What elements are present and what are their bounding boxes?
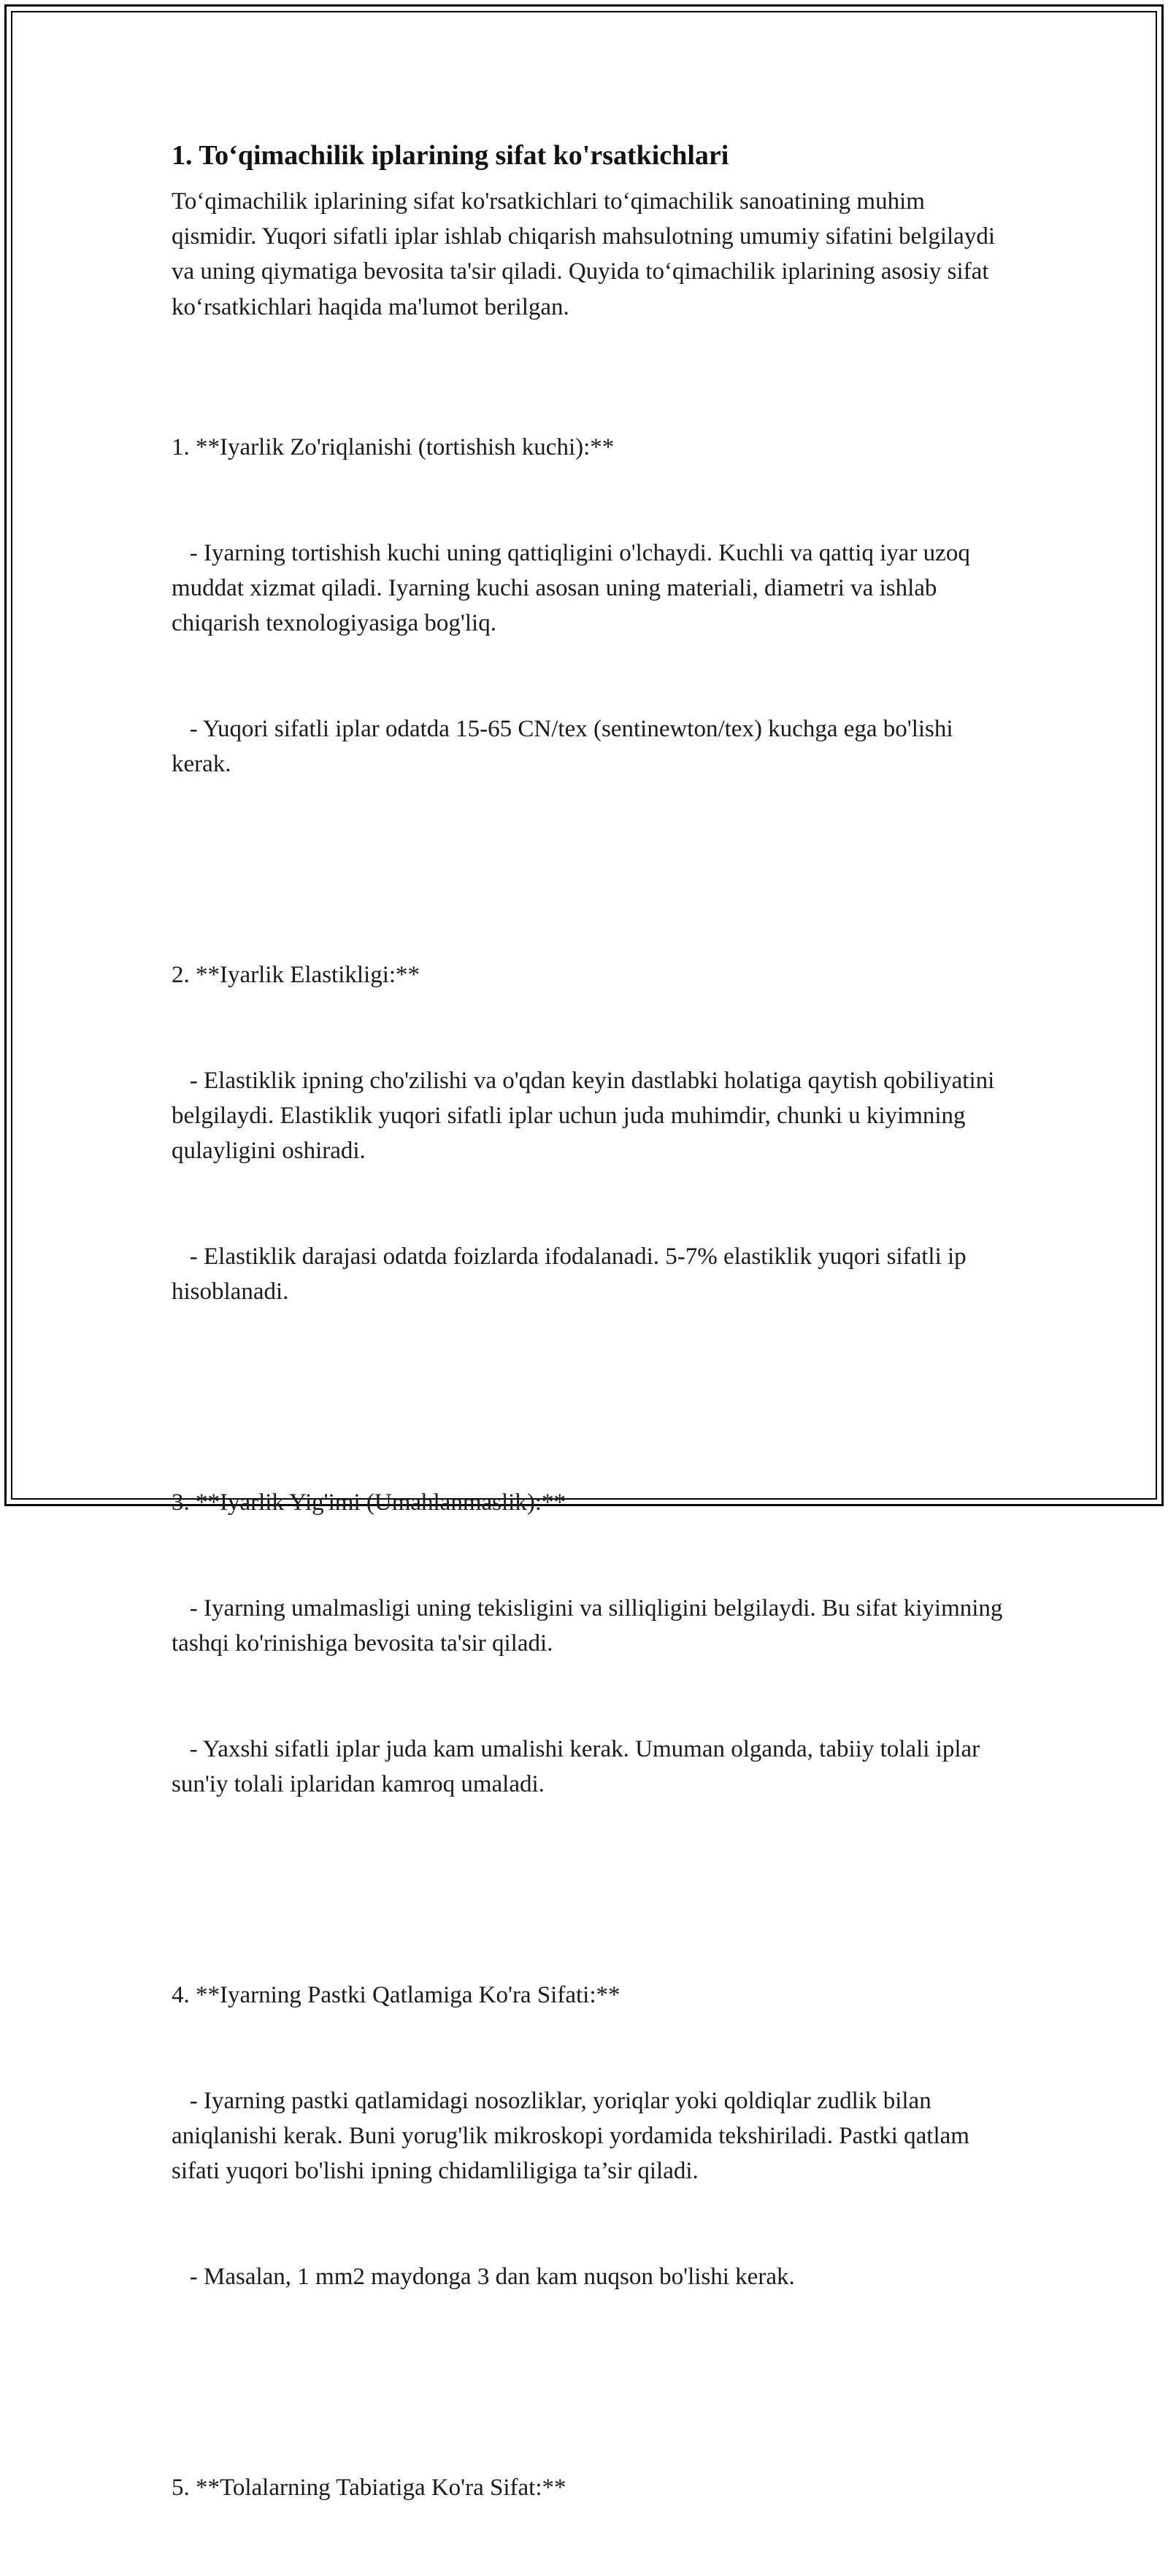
intro-paragraph: To‘qimachilik iplarining sifat ko'rsatkichlari to‘qimachilik sanoatining muhim qismidir. Yuqori sifatli iplar ishlab chiqarish mahsulotning umumiy sifatini belgilaydi va uning qiymatiga bevosita ta'sir qiladi. Quyida to‘qimachilik iplarining asosiy sifat ko‘rsatkichlari haqida ma'lumot berilgan. <box>172 188 1002 320</box>
section-bullet: - Iyarning pastki qatlamidagi nosozliklar, yoriqlar yoki qoldiqlar zudlik bilan aniqlanishi kerak. Buni yorug'lik mikroskopi yordamida tekshiriladi. Pastki qatlam sifati yuqori bo'lishi ipning chidamliligiga ta’sir qiladi. <box>172 2087 976 2185</box>
section-heading: 1. **Iyarlik Zo'riqlanishi (tortishish kuchi):** <box>172 434 615 461</box>
section-bullet: - Elastiklik darajasi odatda foizlarda ifodalanadi. 5-7% elastiklik yuqori sifatli ip hisoblanadi. <box>172 1243 972 1306</box>
section-heading: 2. **Iyarlik Elastikligi:** <box>172 962 420 989</box>
spacer <box>172 1380 1004 1415</box>
section-bullet: - Yuqori sifatli iplar odatda 15-65 CN/tex (sentinewton/tex) kuchga ega bo'lishi kerak. <box>172 716 959 778</box>
section-bullet: - Iyarning tortishish kuchi uning qattiqligini o'lchaydi. Kuchli va qattiq iyar uzoq muddat xizmat qiladi. Iyarning kuchi asosan uning materiali, diametri va ishlab chiqarish texnologiyasiga bog'liq. <box>172 540 977 637</box>
section-heading: 4. **Iyarning Pastki Qatlamiga Ko'ra Sifati:** <box>172 1982 620 2009</box>
section-1 <box>172 360 1004 852</box>
document-title: 1. To‘qimachilik iplarining sifat ko'rsatkichlari <box>172 140 729 171</box>
section-bullet: - Masalan, 1 mm2 maydonga 3 dan kam nuqson bo'lishi kerak. <box>172 2263 795 2290</box>
section-3 <box>172 1415 1009 1873</box>
spacer <box>172 325 1004 360</box>
section-2 <box>172 887 1004 1380</box>
spacer <box>172 2365 1004 2400</box>
section-4 <box>172 1908 1004 2365</box>
section-bullet: - Iyarning umalmasligi uning tekisligini va silliqligini belgilaydi. Bu sifat kiyimning tashqi ko'rinishiga bevosita ta'sir qiladi. <box>172 1595 1009 1657</box>
document-body <box>172 136 1009 2576</box>
spacer <box>172 1873 1004 1908</box>
spacer <box>172 852 1004 887</box>
section-bullet: - Elastiklik ipning cho'zilishi va o'qdan keyin dastlabki holatiga qaytish qobiliyatini belgilaydi. Elastiklik yuqori sifatli iplar uchun juda muhimdir, chunki u kiyimning qulayligini oshiradi. <box>172 1068 1001 1165</box>
section-5 <box>172 2400 1004 2576</box>
section-heading: 5. **Tolalarning Tabiatiga Ko'ra Sifat:** <box>172 2475 566 2502</box>
section-bullet: - Yaxshi sifatli iplar juda kam umalishi kerak. Umuman olganda, tabiiy tolali iplar sun'iy tolali iplaridan kamroq umaladi. <box>172 1735 986 1798</box>
section-heading: 3. **Iyarlik Yig'imi (Umahlanmaslik):** <box>172 1489 566 1516</box>
